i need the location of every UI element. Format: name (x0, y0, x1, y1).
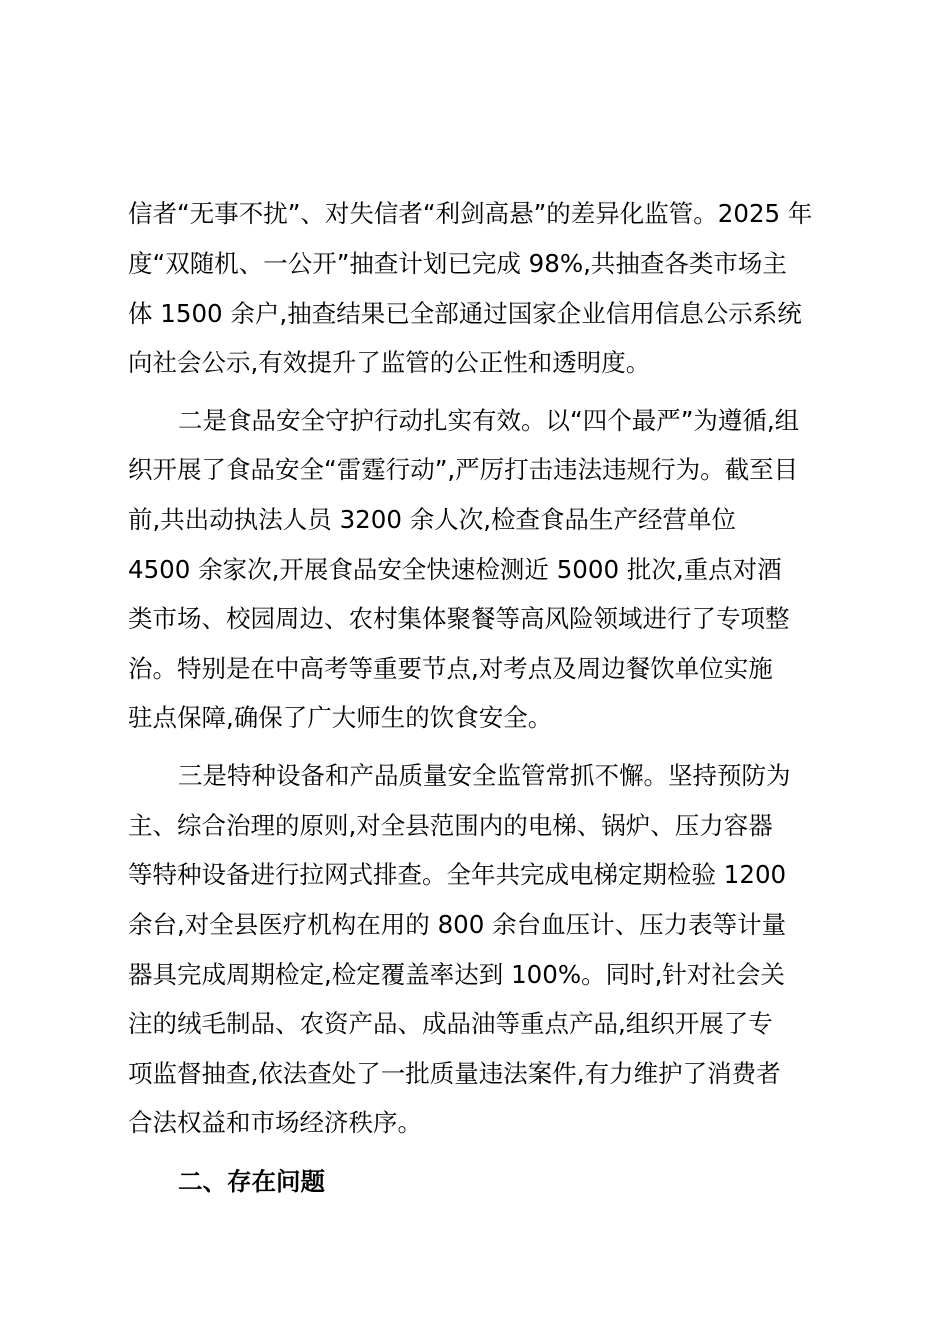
paragraph-1-line-4: 向社会公示,有效提升了监管的公正性和透明度。 (128, 348, 651, 377)
paragraph-2-line-7: 驻点保障,确保了广大师生的饮食安全。 (128, 703, 553, 732)
paragraph-2-line-4: 4500 余家次,开展食品安全快速检测近 5000 批次,重点对酒 (128, 555, 782, 584)
paragraph-1-line-3: 体 1500 余户,抽查结果已全部通过国家企业信用信息公示系统 (128, 299, 802, 328)
paragraph-2-line-6: 治。特别是在中高考等重要节点,对考点及周边餐饮单位实施 (128, 654, 773, 683)
paragraph-3-line-1: 三是特种设备和产品质量安全监管常抓不懈。坚持预防为 (178, 761, 791, 790)
paragraph-1-line-2: 度“双随机、一公开”抽查计划已完成 98%,共抽查各类市场主 (128, 249, 787, 278)
section-heading: 二、存在问题 (178, 1167, 325, 1196)
paragraph-3-line-3: 等特种设备进行拉网式排查。全年共完成电梯定期检验 1200 (128, 860, 787, 889)
paragraph-2-line-1: 二是食品安全守护行动扎实有效。以“四个最严”为遵循,组 (178, 406, 800, 435)
paragraph-2-line-5: 类市场、校园周边、农村集体聚餐等高风险领域进行了专项整 (128, 604, 790, 633)
paragraph-2-line-2: 织开展了食品安全“雷霆行动”,严厉打击违法违规行为。截至目 (128, 455, 799, 484)
paragraph-3-line-8: 合法权益和市场经济秩序。 (128, 1108, 422, 1137)
paragraph-3-line-2: 主、综合治理的原则,对全县范围内的电梯、锅炉、压力容器 (128, 811, 773, 840)
paragraph-2-line-3: 前,共出动执法人员 3200 余人次,检查食品生产经营单位 (128, 505, 736, 534)
paragraph-1-line-1: 信者“无事不扰”、对失信者“利剑高悬”的差异化监管。2025 年 (128, 199, 813, 228)
paragraph-3-line-7: 项监督抽查,依法查处了一批质量违法案件,有力维护了消费者 (128, 1059, 781, 1088)
paragraph-3-line-4: 余台,对全县医疗机构在用的 800 余台血压计、压力表等计量 (128, 910, 787, 939)
paragraph-3-line-6: 注的绒毛制品、农资产品、成品油等重点产品,组织开展了专 (128, 1009, 773, 1038)
paragraph-3-line-5: 器具完成周期检定,检定覆盖率达到 100%。同时,针对社会关 (128, 960, 785, 989)
